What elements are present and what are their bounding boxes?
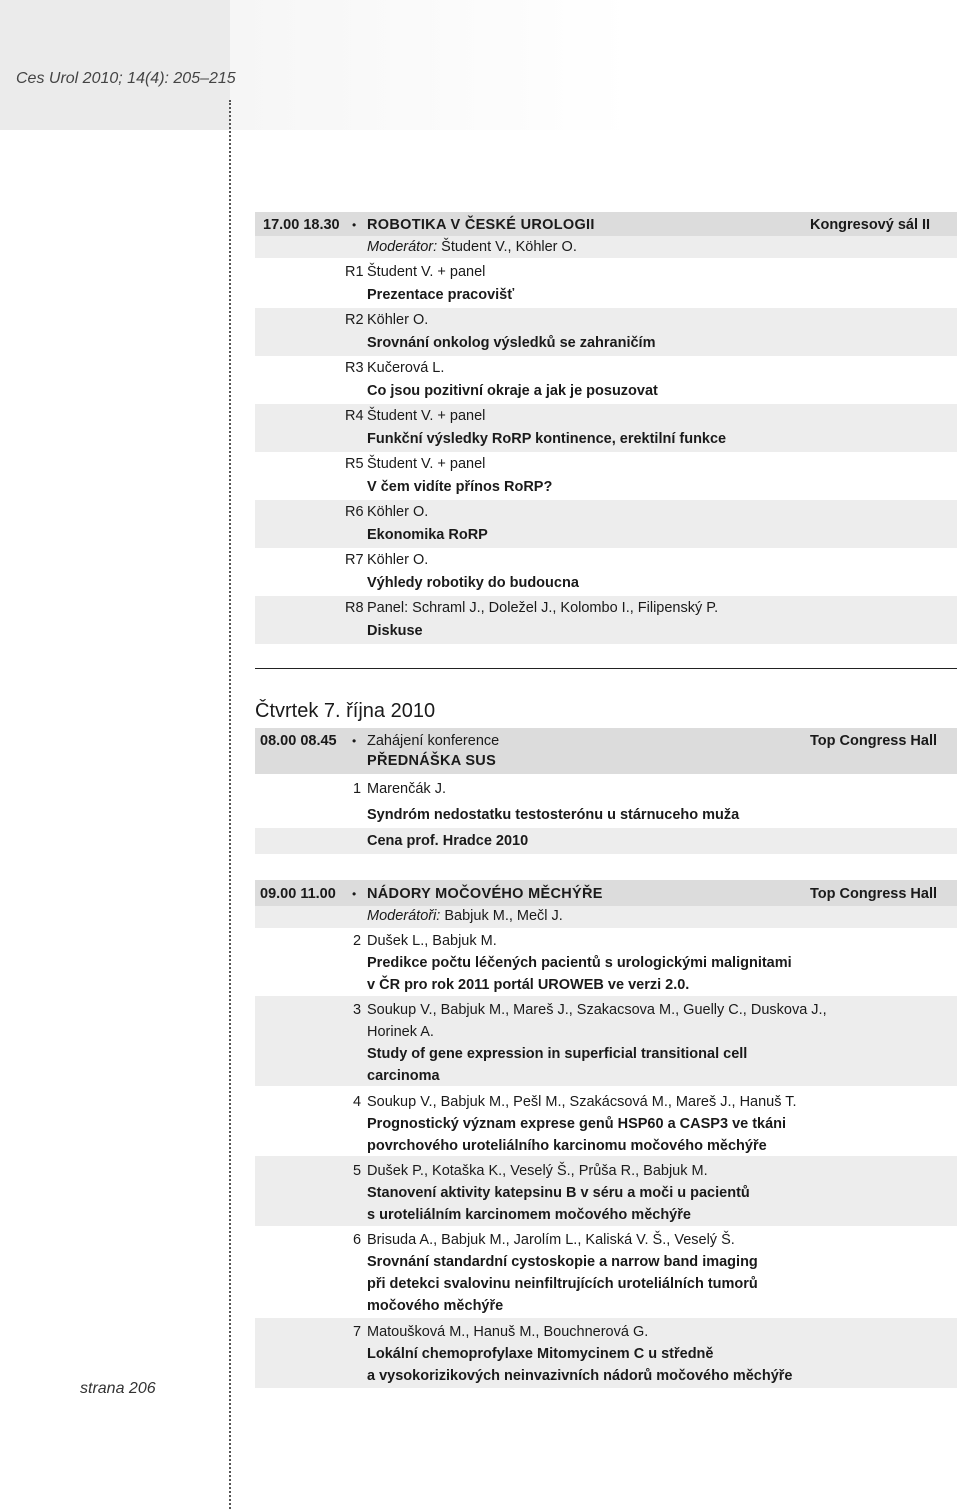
session-title: NÁDORY MOČOVÉHO MĚCHÝŘE [367,886,603,902]
item-code: R8 [345,600,364,616]
session-time: 17.00 18.30 [263,217,340,233]
item-title-line: při detekci svalovinu neinfiltrujících uroteliálních tumorů [367,1276,758,1292]
item-title: Syndróm nedostatku testosterónu u stárnuceho muža [367,807,740,823]
item-title-line: v ČR pro rok 2011 portál UROWEB ve verzi 2.0. [367,977,690,993]
session-time: 08.00 08.45 [260,733,337,749]
item-title: Ekonomika RoRP [367,527,488,543]
item-title-line: Prognostický význam exprese genů HSP60 a CASP3 ve tkáni [367,1116,787,1132]
item-code: R2 [345,312,364,328]
item-authors: Köhler O. [367,312,429,328]
moderator-names: Babjuk M., Mečl J. [440,908,563,924]
item-title: Co jsou pozitivní okraje a jak je posuzovat [367,383,658,399]
item-title-line: povrchového uroteliálního karcinomu močového měchýře [367,1138,767,1154]
item-number: 4 [353,1094,362,1110]
item-authors: Študent V. + panel [367,264,486,280]
item-number: 3 [353,1002,362,1018]
item-title-line: Lokální chemoprofylaxe Mitomycinem C u středně [367,1346,714,1362]
item-authors: Dušek L., Babjuk M. [367,933,497,949]
session-title: Zahájení konference [367,733,500,749]
item-authors: Marenčák J. [367,781,446,797]
item-code: R7 [345,552,364,568]
session-moderator-row [255,906,957,928]
section-divider [255,668,957,669]
item-authors: Soukup V., Babjuk M., Mareš J., Szakacsova M., Guelly C., Duskova J., [367,1002,827,1018]
session-room: Kongresový sál II [810,217,931,233]
item-code: R3 [345,360,364,376]
item-title-line: carcinoma [367,1068,440,1084]
item-authors: Köhler O. [367,552,429,568]
session-nadory [255,880,957,1388]
bullet: • [352,734,357,748]
item-authors: Matoušková M., Hanuš M., Bouchnerová G. [367,1324,649,1340]
session-opening [255,728,957,854]
item-authors: Brisuda A., Babjuk M., Jarolím L., Kaliská V. Š., Veselý Š. [367,1232,735,1248]
moderator-names: Študent V., Köhler O. [437,239,577,255]
item-authors: Soukup V., Babjuk M., Pešl M., Szakácsová M., Mareš J., Hanuš T. [367,1094,797,1110]
moderator-label: Moderátoři: [367,908,441,924]
item-authors: Študent V. + panel [367,456,486,472]
header-right-band [230,0,960,130]
award-label: Cena prof. Hradce 2010 [367,833,529,849]
item-code: R5 [345,456,364,472]
item-number: 2 [353,933,362,949]
session-subtitle: PŘEDNÁŠKA SUS [367,753,497,769]
session-room: Top Congress Hall [810,886,938,902]
item-title: Prezentace pracovišť [367,287,515,303]
item-authors: Köhler O. [367,504,429,520]
item-title: Funkční výsledky RoRP kontinence, erektilní funkce [367,431,727,447]
item-authors: Horinek A. [367,1024,434,1040]
item-code: R1 [345,264,364,280]
item-title-line: močového měchýře [367,1298,504,1314]
item-code: R4 [345,408,364,424]
bullet: • [352,218,357,232]
item-authors: Študent V. + panel [367,408,486,424]
item-number: 1 [353,781,362,797]
item-number: 6 [353,1232,362,1248]
session-time: 09.00 11.00 [260,886,336,902]
item-title: Výhledy robotiky do budoucna [367,575,579,591]
session-moderator [367,907,563,925]
item-title-line: Predikce počtu léčených pacientů s urologickými malignitami [367,955,792,971]
item-title-line: s uroteliálním karcinomem močového měchýře [367,1207,691,1223]
item-authors: Kučerová L. [367,360,445,376]
page-number: strana 206 [80,1380,156,1397]
session-moderator [367,238,577,256]
item-title: Srovnání onkolog výsledků se zahraničím [367,335,656,351]
item-title-line: Stanovení aktivity katepsinu B v séru a moči u pacientů [367,1185,750,1201]
item-authors: Panel: Schraml J., Doležel J., Kolombo I., Filipenský P. [367,600,719,616]
session-room: Top Congress Hall [810,733,938,749]
item-title-line: a vysokorizikových neinvazivních nádorů močového měchýře [367,1368,793,1384]
item-authors: Dušek P., Kotaška K., Veselý Š., Průša R., Babjuk M. [367,1163,708,1179]
item-number: 7 [353,1324,362,1340]
journal-citation: Ces Urol 2010; 14(4): 205–215 [16,70,236,87]
bullet: • [352,887,357,901]
day-title: Čtvrtek 7. října 2010 [255,700,436,722]
award-row [255,828,957,854]
session-moderator-row [255,236,957,258]
session-title: ROBOTIKA V ČESKÉ UROLOGII [367,217,595,233]
item-title-line: Study of gene expression in superficial transitional cell [367,1046,748,1062]
item-title-line: Srovnání standardní cystoskopie a narrow band imaging [367,1254,758,1270]
moderator-label: Moderátor: [367,239,438,255]
header-left-band [0,0,230,130]
item-number: 5 [353,1163,362,1179]
session-robotika [255,212,957,644]
item-title: V čem vidíte přínos RoRP? [367,479,553,495]
margin-dotted-line [229,100,231,1509]
item-code: R6 [345,504,364,520]
item-title: Diskuse [367,623,423,639]
